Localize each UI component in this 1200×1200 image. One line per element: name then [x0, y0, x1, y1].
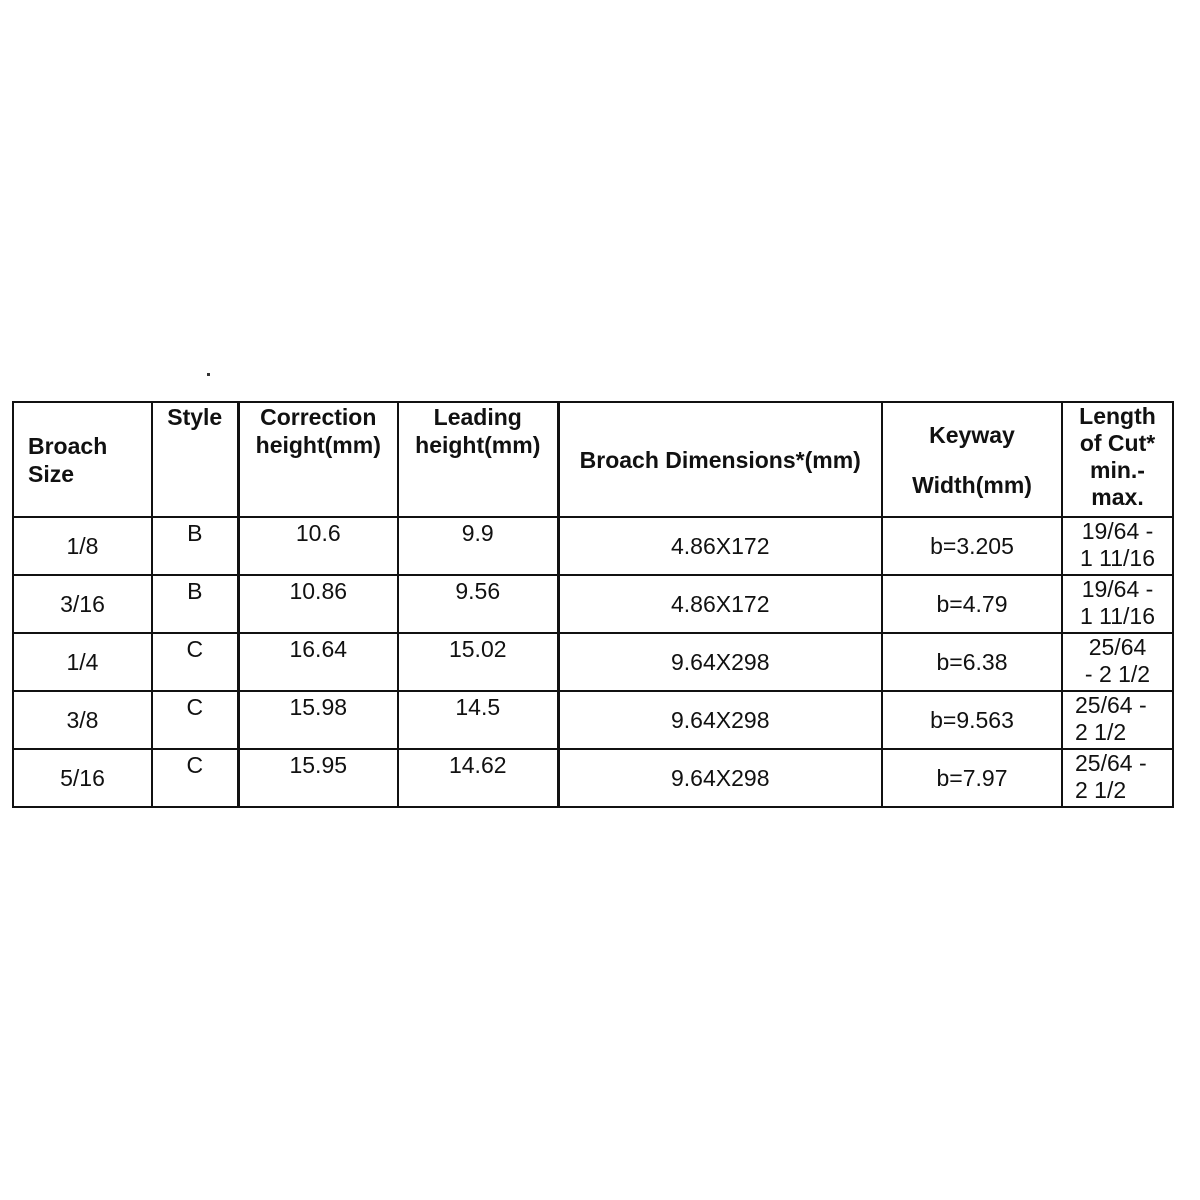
header-keyway-width [882, 402, 1062, 517]
cell-style: C [152, 749, 238, 807]
cell-broach-dimensions: 9.64X298 [558, 691, 882, 749]
header-broach-size-line1: Broach [28, 432, 108, 459]
cell-style: C [152, 691, 238, 749]
cell-leading-height: 9.56 [398, 575, 558, 633]
cell-leading-height: 14.62 [398, 749, 558, 807]
table-row [13, 691, 1173, 749]
header-leading-height [398, 402, 558, 517]
cell-correction-height: 10.86 [238, 575, 398, 633]
table-row [13, 517, 1173, 575]
cell-length-line2: 2 1/2 [1075, 719, 1127, 745]
cell-broach-dimensions: 4.86X172 [558, 575, 882, 633]
table-row [13, 575, 1173, 633]
cell-correction-height: 15.95 [238, 749, 398, 807]
cell-broach-size: 3/8 [13, 691, 152, 749]
header-row [13, 402, 1173, 517]
cell-length-line2: 1 11/16 [1079, 603, 1156, 629]
broach-spec-table [12, 401, 1174, 808]
cell-broach-size: 1/8 [13, 517, 152, 575]
cell-keyway-width: b=9.563 [882, 691, 1062, 749]
cell-length-line2: - 2 1/2 [1084, 661, 1151, 687]
cell-length-line1: 19/64 - [1081, 576, 1154, 602]
cell-broach-dimensions: 9.64X298 [558, 633, 882, 691]
cell-broach-size: 3/16 [13, 575, 152, 633]
cell-length-line2: 1 11/16 [1079, 545, 1156, 571]
cell-length-line1: 19/64 - [1081, 518, 1154, 544]
cell-length-of-cut [1062, 517, 1173, 575]
cell-broach-size: 5/16 [13, 749, 152, 807]
header-broach-dimensions: Broach Dimensions*(mm) [558, 402, 882, 517]
cell-correction-height: 16.64 [238, 633, 398, 691]
cell-length-line1: 25/64 [1088, 634, 1147, 660]
header-length-line2: of Cut* [1079, 430, 1156, 456]
table-row [13, 749, 1173, 807]
header-correction-line2: height(mm) [255, 432, 381, 458]
cell-leading-height: 14.5 [398, 691, 558, 749]
header-leading-line2: height(mm) [415, 432, 541, 458]
header-length-of-cut [1062, 402, 1173, 517]
header-length-line1: Length [1079, 403, 1156, 429]
cell-broach-dimensions: 4.86X172 [558, 517, 882, 575]
cell-keyway-width: b=3.205 [882, 517, 1062, 575]
cell-broach-size: 1/4 [13, 633, 152, 691]
stray-dot [207, 373, 210, 376]
cell-length-of-cut [1062, 691, 1173, 749]
cell-length-of-cut [1062, 633, 1173, 691]
header-keyway-line2: Width(mm) [912, 471, 1032, 498]
cell-keyway-width: b=7.97 [882, 749, 1062, 807]
header-correction-line1: Correction [260, 404, 377, 430]
cell-style: C [152, 633, 238, 691]
cell-style: B [152, 575, 238, 633]
header-style: Style [152, 402, 238, 517]
header-length-line3: min.- [1090, 457, 1145, 483]
cell-correction-height: 10.6 [238, 517, 398, 575]
header-keyway-gap [883, 449, 1061, 471]
cell-length-of-cut [1062, 575, 1173, 633]
cell-broach-dimensions: 9.64X298 [558, 749, 882, 807]
table-row [13, 633, 1173, 691]
cell-length-line1: 25/64 - [1075, 750, 1147, 776]
cell-length-of-cut [1062, 749, 1173, 807]
header-broach-size-line2: Size [28, 460, 75, 487]
cell-length-line2: 2 1/2 [1075, 777, 1127, 803]
header-leading-line1: Leading [433, 404, 522, 430]
cell-keyway-width: b=4.79 [882, 575, 1062, 633]
header-length-line4: max. [1091, 484, 1144, 510]
cell-leading-height: 9.9 [398, 517, 558, 575]
header-keyway-line1: Keyway [929, 421, 1015, 448]
header-broach-size [13, 402, 152, 517]
cell-correction-height: 15.98 [238, 691, 398, 749]
cell-keyway-width: b=6.38 [882, 633, 1062, 691]
cell-style: B [152, 517, 238, 575]
cell-leading-height: 15.02 [398, 633, 558, 691]
cell-length-line1: 25/64 - [1075, 692, 1147, 718]
header-correction-height [238, 402, 398, 517]
